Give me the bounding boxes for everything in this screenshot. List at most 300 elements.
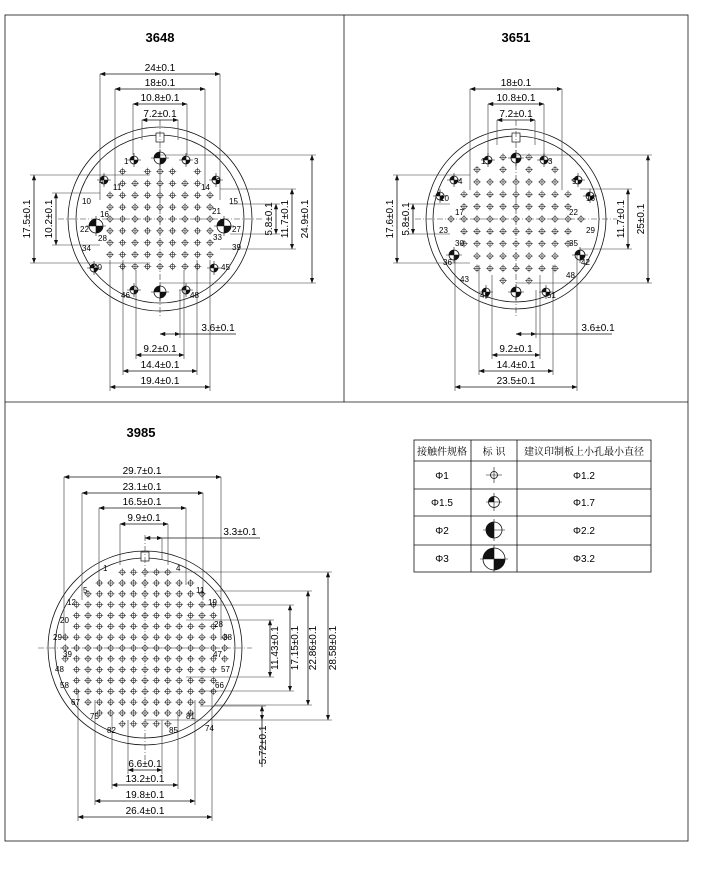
dim-label-h24-9: 24.9±0.1 bbox=[300, 199, 311, 239]
contact-hole bbox=[221, 644, 229, 652]
pin-label-67: 67 bbox=[71, 698, 80, 707]
contact-hole bbox=[538, 191, 546, 199]
dim-label-h17-15: 17.15±0.1 bbox=[290, 625, 301, 671]
dim-label-w16-5: 16.5±0.1 bbox=[122, 497, 162, 508]
dim-label-w24: 24±0.1 bbox=[144, 63, 176, 74]
contact-hole bbox=[118, 633, 126, 641]
contact-hole bbox=[118, 709, 126, 717]
contact-hole bbox=[187, 677, 195, 685]
contact-hole bbox=[198, 601, 206, 609]
contact-hole bbox=[187, 579, 195, 587]
contact-hole bbox=[525, 166, 533, 174]
contact-hole bbox=[206, 191, 214, 199]
contact-hole bbox=[156, 215, 164, 223]
contact-hole bbox=[512, 191, 520, 199]
contact-hole bbox=[107, 709, 115, 717]
contact-hole bbox=[512, 215, 520, 223]
contact-hole bbox=[119, 215, 127, 223]
contact-hole bbox=[525, 191, 533, 199]
phi1-symbol-icon bbox=[486, 467, 502, 483]
pin-label-3: 3 bbox=[548, 157, 553, 166]
contact-hole bbox=[198, 666, 206, 674]
contact-hole bbox=[169, 203, 177, 211]
contact-hole bbox=[130, 677, 138, 685]
pin-label-3: 3 bbox=[194, 157, 199, 166]
pin-label-12: 12 bbox=[67, 598, 76, 607]
contact-hole bbox=[96, 633, 104, 641]
contact-hole bbox=[96, 612, 104, 620]
dim-label-w10-8: 10.8±0.1 bbox=[140, 93, 180, 104]
contact-hole bbox=[130, 623, 138, 631]
contact-hole bbox=[194, 263, 202, 271]
contact-hole bbox=[107, 579, 115, 587]
contact-hole bbox=[107, 688, 115, 696]
contact-hole bbox=[84, 688, 92, 696]
contact-hole bbox=[164, 612, 172, 620]
contact-hole bbox=[96, 623, 104, 631]
contact-hole bbox=[473, 252, 481, 260]
contact-hole bbox=[153, 709, 161, 717]
contact-hole bbox=[141, 677, 149, 685]
contact-hole bbox=[169, 168, 177, 176]
contact-hole bbox=[169, 227, 177, 235]
dim-label-w23-1: 23.1±0.1 bbox=[122, 482, 162, 493]
contact-hole bbox=[525, 203, 533, 211]
contact-hole bbox=[118, 579, 126, 587]
contact-hole bbox=[187, 655, 195, 663]
contact-hole bbox=[118, 601, 126, 609]
dim-label-h28-58: 28.58±0.1 bbox=[328, 625, 339, 671]
contact-hole bbox=[564, 228, 572, 236]
contact-hole bbox=[106, 227, 114, 235]
contact-hole bbox=[84, 623, 92, 631]
pin-label-42: 42 bbox=[581, 258, 590, 267]
contact-hole bbox=[131, 239, 139, 247]
contact-hole bbox=[181, 239, 189, 247]
contact-hole bbox=[118, 677, 126, 685]
contact-hole bbox=[141, 666, 149, 674]
contact-hole bbox=[169, 180, 177, 188]
contact-hole bbox=[551, 203, 559, 211]
contact-hole bbox=[153, 633, 161, 641]
contact-hole bbox=[156, 239, 164, 247]
connector-3648 bbox=[22, 30, 316, 391]
contact-hole bbox=[551, 252, 559, 260]
contact-hole bbox=[210, 666, 218, 674]
contact-hole bbox=[164, 698, 172, 706]
dim-label-w18: 18±0.1 bbox=[144, 78, 176, 89]
contact-hole bbox=[194, 251, 202, 259]
contact-hole bbox=[130, 688, 138, 696]
contact-hole bbox=[118, 644, 126, 652]
pin-label-35: 35 bbox=[569, 239, 578, 248]
contact-hole bbox=[153, 579, 161, 587]
contact-hole bbox=[447, 215, 455, 223]
contact-hole bbox=[175, 698, 183, 706]
contact-hole bbox=[118, 612, 126, 620]
contact-hole bbox=[194, 203, 202, 211]
power-contact-hole bbox=[127, 153, 141, 167]
contact-hole bbox=[107, 623, 115, 631]
legend-hole-phi2: Φ2.2 bbox=[573, 526, 595, 537]
contact-hole bbox=[538, 265, 546, 273]
pin-label-48: 48 bbox=[190, 291, 199, 300]
legend-table bbox=[414, 440, 651, 572]
pin-label-22: 22 bbox=[569, 208, 578, 217]
pin-label-14: 14 bbox=[201, 183, 210, 192]
pin-label-74: 74 bbox=[205, 724, 214, 733]
legend-spec-phi1-5: Φ1.5 bbox=[431, 498, 453, 509]
pin-label-29: 29 bbox=[586, 226, 595, 235]
pin-label-22: 22 bbox=[80, 225, 89, 234]
dim-label-h5-8: 5.8±0.1 bbox=[401, 202, 412, 236]
pin-label-19: 19 bbox=[208, 598, 217, 607]
contact-hole bbox=[187, 590, 195, 598]
contact-hole bbox=[119, 227, 127, 235]
contact-hole bbox=[131, 180, 139, 188]
contact-hole bbox=[130, 612, 138, 620]
contact-hole bbox=[106, 251, 114, 259]
contact-hole bbox=[181, 251, 189, 259]
contact-hole bbox=[551, 240, 559, 248]
contact-hole bbox=[525, 153, 533, 161]
contact-hole bbox=[130, 666, 138, 674]
contact-hole bbox=[486, 191, 494, 199]
contact-hole bbox=[130, 601, 138, 609]
contact-hole bbox=[164, 655, 172, 663]
pin-label-47: 47 bbox=[213, 650, 222, 659]
contact-hole bbox=[156, 191, 164, 199]
contact-hole bbox=[164, 688, 172, 696]
contact-hole bbox=[96, 655, 104, 663]
pin-label-38: 38 bbox=[223, 633, 232, 642]
pin-label-40: 40 bbox=[93, 263, 102, 272]
contact-hole bbox=[73, 644, 81, 652]
contact-hole bbox=[525, 240, 533, 248]
contact-hole bbox=[486, 240, 494, 248]
contact-hole bbox=[96, 644, 104, 652]
dim-label-h5-8: 5.8±0.1 bbox=[264, 202, 275, 236]
contact-hole bbox=[130, 709, 138, 717]
contact-hole bbox=[206, 251, 214, 259]
contact-hole bbox=[525, 228, 533, 236]
pin-label-85: 85 bbox=[169, 726, 178, 735]
contact-hole bbox=[156, 251, 164, 259]
contact-hole bbox=[525, 178, 533, 186]
contact-hole bbox=[118, 698, 126, 706]
contact-hole bbox=[512, 228, 520, 236]
contact-hole bbox=[118, 666, 126, 674]
dim-label-b19-8: 19.8±0.1 bbox=[125, 790, 165, 801]
contact-hole bbox=[499, 191, 507, 199]
contact-hole bbox=[486, 252, 494, 260]
contact-hole bbox=[153, 677, 161, 685]
dim-label-b19-4: 19.4±0.1 bbox=[140, 376, 180, 387]
contact-hole bbox=[499, 153, 507, 161]
contact-hole bbox=[118, 655, 126, 663]
contact-hole bbox=[525, 215, 533, 223]
contact-hole bbox=[144, 227, 152, 235]
contact-hole bbox=[175, 612, 183, 620]
pin-label-75: 75 bbox=[90, 712, 99, 721]
contact-hole bbox=[153, 623, 161, 631]
contact-hole bbox=[175, 601, 183, 609]
contact-hole bbox=[96, 677, 104, 685]
contact-hole bbox=[187, 633, 195, 641]
pin-label-10: 10 bbox=[440, 194, 449, 203]
power-contact-hole bbox=[508, 284, 524, 300]
contact-hole bbox=[96, 688, 104, 696]
pin-label-48: 48 bbox=[55, 665, 64, 674]
contact-hole bbox=[84, 633, 92, 641]
pin-label-49: 49 bbox=[480, 291, 489, 300]
contact-hole bbox=[73, 633, 81, 641]
contact-hole bbox=[198, 623, 206, 631]
contact-hole bbox=[164, 644, 172, 652]
contact-hole bbox=[144, 203, 152, 211]
contact-hole bbox=[499, 178, 507, 186]
contact-hole bbox=[153, 698, 161, 706]
pin-label-34: 34 bbox=[82, 244, 91, 253]
contact-hole bbox=[175, 590, 183, 598]
contact-hole bbox=[486, 215, 494, 223]
legend-header-spec: 接触件规格 bbox=[417, 447, 467, 458]
contact-hole bbox=[153, 688, 161, 696]
contact-hole bbox=[153, 666, 161, 674]
contact-hole bbox=[486, 265, 494, 273]
contact-hole bbox=[538, 178, 546, 186]
dim-label-h17-6: 17.6±0.1 bbox=[385, 199, 396, 239]
contact-hole bbox=[538, 252, 546, 260]
contact-hole bbox=[164, 677, 172, 685]
contact-hole bbox=[198, 677, 206, 685]
contact-hole bbox=[107, 644, 115, 652]
contact-hole bbox=[130, 568, 138, 576]
contact-hole bbox=[107, 655, 115, 663]
contact-hole bbox=[144, 215, 152, 223]
contact-hole bbox=[118, 568, 126, 576]
contact-hole bbox=[181, 203, 189, 211]
contact-hole bbox=[499, 166, 507, 174]
contact-hole bbox=[486, 203, 494, 211]
contact-hole bbox=[175, 666, 183, 674]
pin-label-11: 11 bbox=[196, 586, 205, 595]
contact-hole bbox=[187, 612, 195, 620]
contact-hole bbox=[164, 590, 172, 598]
contact-hole bbox=[131, 251, 139, 259]
dim-label-h17-5: 17.5±0.1 bbox=[22, 199, 33, 239]
dim-label-h5-72: 5.72±0.1 bbox=[258, 725, 269, 765]
contact-hole bbox=[187, 601, 195, 609]
contact-hole bbox=[131, 227, 139, 235]
contact-hole bbox=[538, 203, 546, 211]
phi3-symbol-icon bbox=[480, 545, 508, 572]
contact-hole bbox=[106, 191, 114, 199]
contact-hole bbox=[131, 263, 139, 271]
pin-label-27: 27 bbox=[232, 225, 241, 234]
contact-hole bbox=[187, 698, 195, 706]
contact-hole bbox=[84, 644, 92, 652]
contact-hole bbox=[175, 633, 183, 641]
dim-label-h11-7: 11.7±0.1 bbox=[616, 199, 627, 239]
contact-hole bbox=[107, 698, 115, 706]
contact-hole bbox=[181, 191, 189, 199]
contact-hole bbox=[119, 263, 127, 271]
contact-hole bbox=[194, 227, 202, 235]
pin-label-33: 33 bbox=[213, 233, 222, 242]
dim-label-o3-6: 3.6±0.1 bbox=[201, 323, 235, 334]
contact-hole bbox=[210, 633, 218, 641]
dim-label-h22-86: 22.86±0.1 bbox=[308, 625, 319, 671]
pin-label-23: 23 bbox=[439, 226, 448, 235]
contact-hole bbox=[130, 579, 138, 587]
contact-hole bbox=[564, 191, 572, 199]
contact-hole bbox=[119, 168, 127, 176]
pin-label-9: 9 bbox=[572, 177, 577, 186]
dim-label-b13-2: 13.2±0.1 bbox=[125, 774, 165, 785]
contact-hole bbox=[181, 215, 189, 223]
contact-hole bbox=[96, 666, 104, 674]
contact-hole bbox=[107, 590, 115, 598]
contact-hole bbox=[164, 623, 172, 631]
contact-hole bbox=[119, 251, 127, 259]
contact-hole bbox=[499, 277, 507, 285]
contact-hole bbox=[499, 265, 507, 273]
contact-hole bbox=[130, 590, 138, 598]
contact-hole bbox=[118, 720, 126, 728]
legend-hole-phi1-5: Φ1.7 bbox=[573, 498, 595, 509]
contact-hole bbox=[156, 263, 164, 271]
contact-hole bbox=[198, 633, 206, 641]
contact-hole bbox=[164, 709, 172, 717]
dim-label-h11-43: 11.43±0.1 bbox=[270, 626, 281, 670]
contact-hole bbox=[96, 698, 104, 706]
contact-hole bbox=[107, 666, 115, 674]
dim-label-b23-5: 23.5±0.1 bbox=[496, 376, 536, 387]
contact-hole bbox=[198, 644, 206, 652]
contact-hole bbox=[512, 178, 520, 186]
contact-hole bbox=[181, 180, 189, 188]
contact-hole bbox=[96, 601, 104, 609]
contact-hole bbox=[198, 698, 206, 706]
contact-hole bbox=[141, 601, 149, 609]
contact-hole bbox=[144, 263, 152, 271]
contact-hole bbox=[499, 228, 507, 236]
contact-hole bbox=[153, 612, 161, 620]
contact-hole bbox=[460, 191, 468, 199]
contact-hole bbox=[175, 579, 183, 587]
contact-hole bbox=[107, 601, 115, 609]
contact-hole bbox=[141, 655, 149, 663]
contact-hole bbox=[141, 612, 149, 620]
pin-label-4: 4 bbox=[458, 177, 463, 186]
contact-hole bbox=[106, 239, 114, 247]
contact-hole bbox=[130, 644, 138, 652]
pin-label-45: 45 bbox=[221, 263, 230, 272]
contact-hole bbox=[141, 709, 149, 717]
pin-label-46: 46 bbox=[121, 291, 130, 300]
dim-label-w18: 18±0.1 bbox=[500, 78, 532, 89]
phi2-symbol-icon bbox=[483, 519, 505, 541]
contact-hole bbox=[206, 215, 214, 223]
dim-label-w29-7: 29.7±0.1 bbox=[122, 466, 162, 477]
contact-hole bbox=[130, 655, 138, 663]
dim-label-b9-2: 9.2±0.1 bbox=[499, 344, 533, 355]
contact-hole bbox=[118, 623, 126, 631]
contact-hole bbox=[153, 590, 161, 598]
contact-hole bbox=[473, 228, 481, 236]
pin-label-39: 39 bbox=[232, 243, 241, 252]
pin-label-28: 28 bbox=[98, 234, 107, 243]
pin-label-66: 66 bbox=[215, 681, 224, 690]
contact-hole bbox=[551, 191, 559, 199]
contact-hole bbox=[175, 623, 183, 631]
contact-hole bbox=[164, 633, 172, 641]
contact-hole bbox=[84, 601, 92, 609]
pin-label-48: 48 bbox=[566, 271, 575, 280]
pin-label-1: 1 bbox=[481, 157, 486, 166]
contact-hole bbox=[144, 191, 152, 199]
contact-hole bbox=[73, 666, 81, 674]
contact-hole bbox=[512, 265, 520, 273]
contact-hole bbox=[221, 655, 229, 663]
contact-hole bbox=[144, 180, 152, 188]
contact-hole bbox=[551, 265, 559, 273]
phi1-5-symbol-icon bbox=[486, 493, 502, 511]
contact-hole bbox=[525, 265, 533, 273]
contact-hole bbox=[141, 633, 149, 641]
contact-hole bbox=[156, 168, 164, 176]
contact-hole bbox=[131, 215, 139, 223]
contact-hole bbox=[130, 720, 138, 728]
pin-label-4: 4 bbox=[99, 177, 104, 186]
contact-hole bbox=[131, 191, 139, 199]
contact-hole bbox=[194, 168, 202, 176]
contact-hole bbox=[153, 655, 161, 663]
contact-hole bbox=[210, 612, 218, 620]
contact-hole bbox=[551, 178, 559, 186]
pin-label-82: 82 bbox=[107, 726, 116, 735]
contact-hole bbox=[144, 251, 152, 259]
pin-label-21: 21 bbox=[212, 207, 221, 216]
contact-hole bbox=[499, 215, 507, 223]
pin-label-16: 16 bbox=[100, 210, 109, 219]
legend-spec-phi1: Φ1 bbox=[435, 471, 449, 482]
pin-label-1: 1 bbox=[124, 157, 129, 166]
extension-lines-right-3985 bbox=[145, 572, 332, 720]
pin-label-1: 1 bbox=[103, 564, 108, 573]
connector-3985 bbox=[38, 425, 339, 821]
pin-label-20: 20 bbox=[60, 616, 69, 625]
contact-hole bbox=[187, 688, 195, 696]
contact-hole bbox=[198, 655, 206, 663]
pin-label-43: 43 bbox=[460, 275, 469, 284]
title-3985: 3985 bbox=[126, 425, 156, 440]
contact-hole bbox=[175, 644, 183, 652]
contact-hole bbox=[473, 178, 481, 186]
contact-hole bbox=[187, 666, 195, 674]
pin-label-17: 17 bbox=[455, 208, 464, 217]
contact-hole bbox=[169, 263, 177, 271]
dim-label-b14-4: 14.4±0.1 bbox=[140, 360, 180, 371]
contact-hole bbox=[175, 677, 183, 685]
contact-hole bbox=[577, 215, 585, 223]
dim-label-w10-8: 10.8±0.1 bbox=[496, 93, 536, 104]
dim-label-h11-7: 11.7±0.1 bbox=[280, 199, 291, 239]
power-contact-hole bbox=[151, 283, 169, 301]
dim-label-h10-2: 10.2±0.1 bbox=[44, 199, 55, 239]
contact-hole bbox=[141, 590, 149, 598]
